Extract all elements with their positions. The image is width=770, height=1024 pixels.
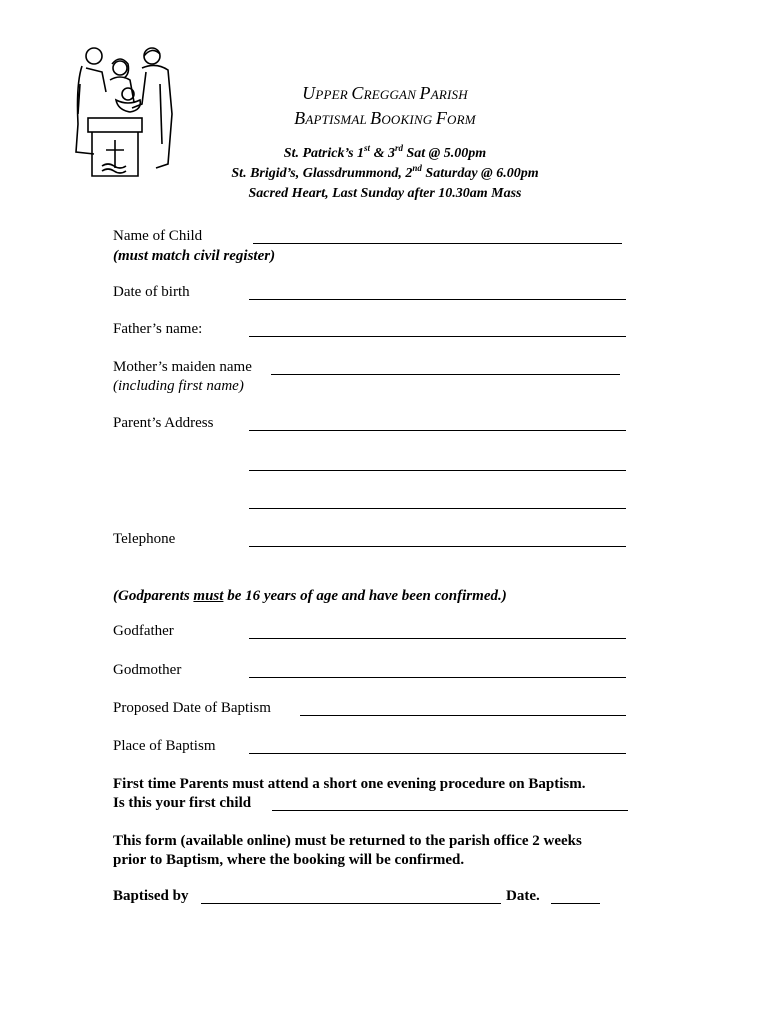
telephone-field[interactable] <box>249 546 626 547</box>
baptised-by-label: Baptised by <box>113 888 189 904</box>
godfather-label: Godfather <box>113 623 174 639</box>
child-name-field[interactable] <box>253 243 622 244</box>
date-label: Date. <box>506 888 540 904</box>
child-name-note: (must match civil register) <box>113 248 276 264</box>
address-field-2[interactable] <box>249 470 626 471</box>
address-label: Parent’s Address <box>113 415 214 431</box>
godmother-label: Godmother <box>113 662 182 678</box>
mother-label: Mother’s maiden name <box>113 359 252 375</box>
date-field[interactable] <box>551 903 600 904</box>
first-child-label: Is this your first child <box>113 795 252 811</box>
schedule-sacred-heart: Sacred Heart, Last Sunday after 10.30am Mass <box>248 186 522 201</box>
first-child-field[interactable] <box>272 810 628 811</box>
return-note-line1: This form (available online) must be returned to the parish office 2 weeks <box>113 833 582 849</box>
place-field[interactable] <box>249 753 626 754</box>
mother-note: (including first name) <box>113 378 244 394</box>
return-note-line2: prior to Baptism, where the booking will be confirmed. <box>113 852 465 868</box>
form-title: BAPTISMAL BOOKING FORM <box>294 108 476 128</box>
child-name-label: Name of Child <box>113 228 203 244</box>
proposed-date-field[interactable] <box>300 715 626 716</box>
mother-field[interactable] <box>271 374 620 375</box>
telephone-label: Telephone <box>113 531 176 547</box>
schedule-st-brigids: St. Brigid’s, Glassdrummond, 2nd Saturday @ 6.00pm <box>231 163 539 181</box>
father-field[interactable] <box>249 336 626 337</box>
place-label: Place of Baptism <box>113 738 216 754</box>
schedule-st-patricks: St. Patrick’s 1st & 3rd Sat @ 5.00pm <box>283 143 487 161</box>
godparents-note: (Godparents must be 16 years of age and have been confirmed.) <box>113 588 507 604</box>
dob-field[interactable] <box>249 299 626 300</box>
godfather-field[interactable] <box>249 638 626 639</box>
parish-title: UPPER CREGGAN PARISH <box>302 83 468 103</box>
godmother-field[interactable] <box>249 677 626 678</box>
baptised-by-field[interactable] <box>201 903 501 904</box>
first-time-parents-note: First time Parents must attend a short one evening procedure on Baptism. <box>113 776 586 792</box>
dob-label: Date of birth <box>113 284 190 300</box>
baptism-scene-logo <box>72 44 180 184</box>
address-field-1[interactable] <box>249 430 626 431</box>
address-field-3[interactable] <box>249 508 626 509</box>
father-label: Father’s name: <box>113 321 203 337</box>
proposed-date-label: Proposed Date of Baptism <box>113 700 271 716</box>
